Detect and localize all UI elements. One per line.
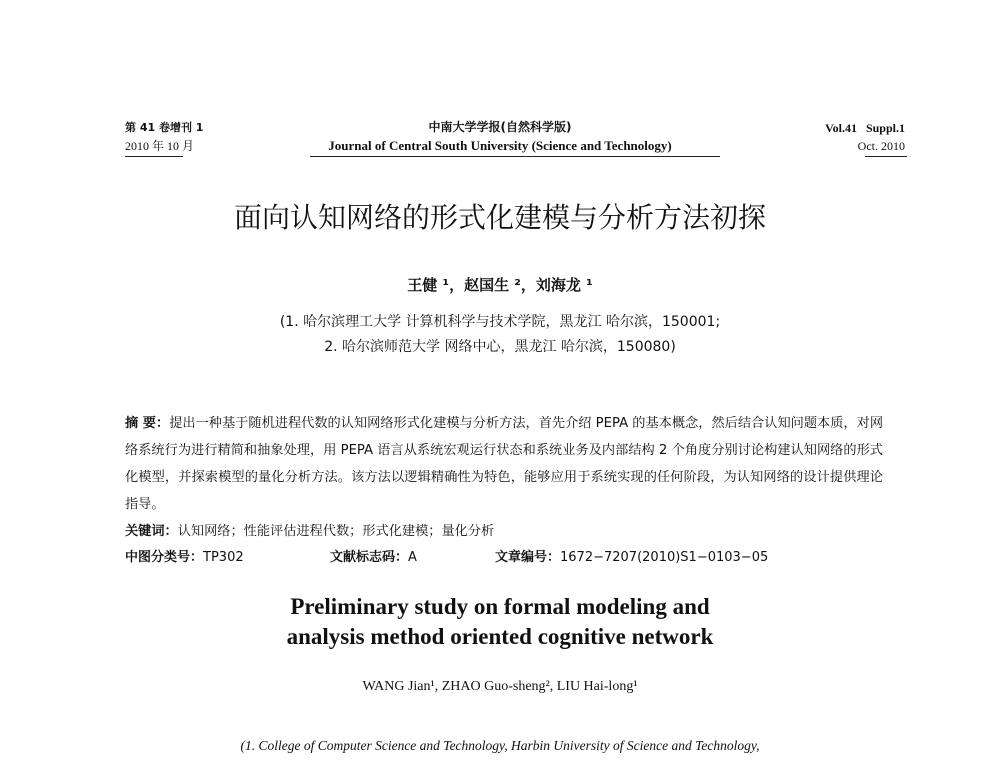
affiliation-en: (1. College of Computer Science and Technology, Harbin University of Science and Technology, <box>240 738 760 753</box>
title-en <box>0 592 1000 652</box>
abstract-label: 摘 要： <box>125 416 170 431</box>
date-cn: 2010 年 10 月 <box>125 139 195 153</box>
article-no-value: 1672−7207(2010)S1−0103−05 <box>560 550 769 565</box>
header-rule <box>125 156 183 157</box>
title-cn: 面向认知网络的形式化建模与分析方法初探 <box>233 201 766 234</box>
journal-en: Journal of Central South University (Science and Technology) <box>328 138 672 153</box>
authors-en: WANG Jian¹, ZHAO Guo-sheng², LIU Hai-long¹ <box>362 679 638 694</box>
journal-cn: 中南大学学报(自然科学版) <box>428 120 572 134</box>
header-rule <box>310 156 720 157</box>
classification-label: 中图分类号： <box>125 550 204 565</box>
affiliation-cn-2: 2. 哈尔滨师范大学 网络中心，黑龙江 哈尔滨，150080) <box>324 339 676 355</box>
doc-code-label: 文献标志码： <box>330 550 409 565</box>
authors-cn: 王健 ¹，赵国生 ²，刘海龙 ¹ <box>407 276 593 294</box>
classification-value: TP302 <box>203 550 244 565</box>
abstract <box>125 410 883 545</box>
title-en-line-2: analysis method oriented cognitive network <box>286 624 714 649</box>
doc-code-value: A <box>408 550 417 565</box>
date-en: Oct. 2010 <box>857 139 905 153</box>
affiliation-cn-1: (1. 哈尔滨理工大学 计算机科学与技术学院，黑龙江 哈尔滨，150001; <box>279 314 721 330</box>
article-no-label: 文章编号： <box>495 550 561 565</box>
volume-cn: 第 41 卷增刊 1 <box>125 121 204 134</box>
keywords-text: 认知网络；性能评估进程代数；形式化建模；量化分析 <box>177 524 495 539</box>
abstract-text: 提出一种基于随机进程代数的认知网络形式化建模与分析方法，首先介绍 PEPA 的基本概念，然后结合认知问题本质，对网络系统行为进行精简和抽象处理，用 PEPA 语言从系统宏观运行状态和系统业务及内部结构 2 个角度分别讨论构建认知网络的形式化模型，并探索模型的量化分析方法。该方法以逻辑精确性为特色，能够应用于系统实现的任何阶段，为认知网络的设计提供理论指导。 <box>125 416 884 512</box>
title-en-line-1: Preliminary study on formal modeling and <box>290 594 710 619</box>
volume-en: Vol.41 Suppl.1 <box>825 121 905 135</box>
header-rule <box>865 156 907 157</box>
classification-row <box>125 546 769 565</box>
keywords-label: 关键词： <box>125 524 178 539</box>
